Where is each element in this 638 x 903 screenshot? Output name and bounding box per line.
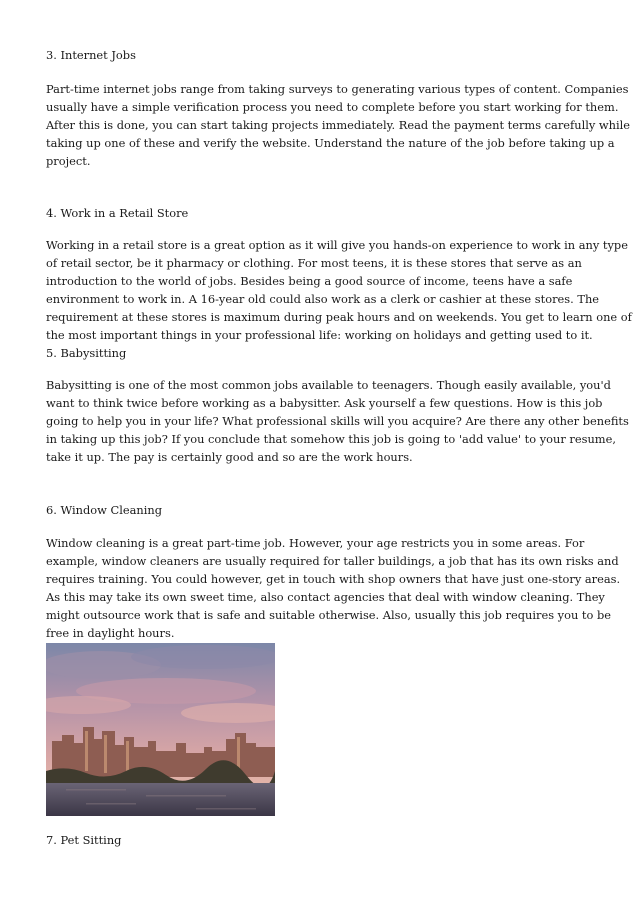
paragraph-window-cleaning	[46, 534, 620, 642]
text-line: the most important things in your professional life: working on holidays and getting used to it.	[46, 328, 593, 342]
section-heading-pet-sitting: 7. Pet Sitting	[46, 833, 122, 847]
text-line: introduction to the world of jobs. Besides being a good source of income, teens have a safe	[46, 274, 573, 288]
text-line: taking up one of these and verify the website. Understand the nature of the job before taking up a	[46, 136, 615, 150]
text-line: Window cleaning is a great part-time job. However, your age restricts you in some areas. For	[46, 536, 585, 550]
text-line: example, window cleaners are usually required for taller buildings, a job that has its own risks and	[46, 554, 619, 568]
text-line: environment to work in. A 16-year old could also work as a clerk or cashier at these stores. The	[46, 292, 600, 306]
text-line: Babysitting is one of the most common jobs available to teenagers. Though easily available, you'd	[46, 378, 611, 392]
text-line: usually have a simple verification process you need to complete before you start working for them.	[46, 100, 619, 114]
section-heading-internet-jobs: 3. Internet Jobs	[46, 48, 136, 62]
section-heading-window-cleaning: 6. Window Cleaning	[46, 503, 162, 517]
text-line: Working in a retail store is a great option as it will give you hands-on experience to work in any type	[46, 238, 628, 252]
text-line: in taking up this job? If you conclude that somehow this job is going to 'add value' to your resume,	[46, 432, 616, 446]
text-line: might outsource work that is safe and suitable otherwise. Also, usually this job requires you to be	[46, 608, 612, 622]
section-heading-retail-store: 4. Work in a Retail Store	[46, 206, 189, 220]
text-line: After this is done, you can start taking projects immediately. Read the payment terms carefully while	[46, 118, 631, 132]
city-skyline-photo	[46, 643, 275, 816]
text-line: requires training. You could however, get in touch with shop owners that have just one-story areas.	[46, 572, 621, 586]
paragraph-babysitting	[46, 376, 629, 466]
section-heading-babysitting: 5. Babysitting	[46, 346, 127, 360]
text-line: going to help you in your life? What professional skills will you acquire? Are there any other benefits	[46, 414, 629, 428]
paragraph-retail-store	[46, 236, 632, 344]
text-line: of retail sector, be it pharmacy or clothing. For most teens, it is these stores that serve as an	[46, 256, 582, 270]
paragraph-internet-jobs	[46, 80, 630, 170]
text-line: take it up. The pay is certainly good and so are the work hours.	[46, 450, 413, 464]
text-line: requirement at these stores is maximum during peak hours and on weekends. You get to learn one of	[46, 310, 632, 324]
text-line: As this may take its own sweet time, also contact agencies that deal with window cleaning. They	[46, 590, 605, 604]
text-line: Part-time internet jobs range from taking surveys to generating various types of content. Companies	[46, 82, 629, 96]
text-line: free in daylight hours.	[46, 626, 175, 640]
text-line: want to think twice before working as a babysitter. Ask yourself a few questions. How is this job	[46, 396, 603, 410]
text-line: project.	[46, 154, 91, 168]
